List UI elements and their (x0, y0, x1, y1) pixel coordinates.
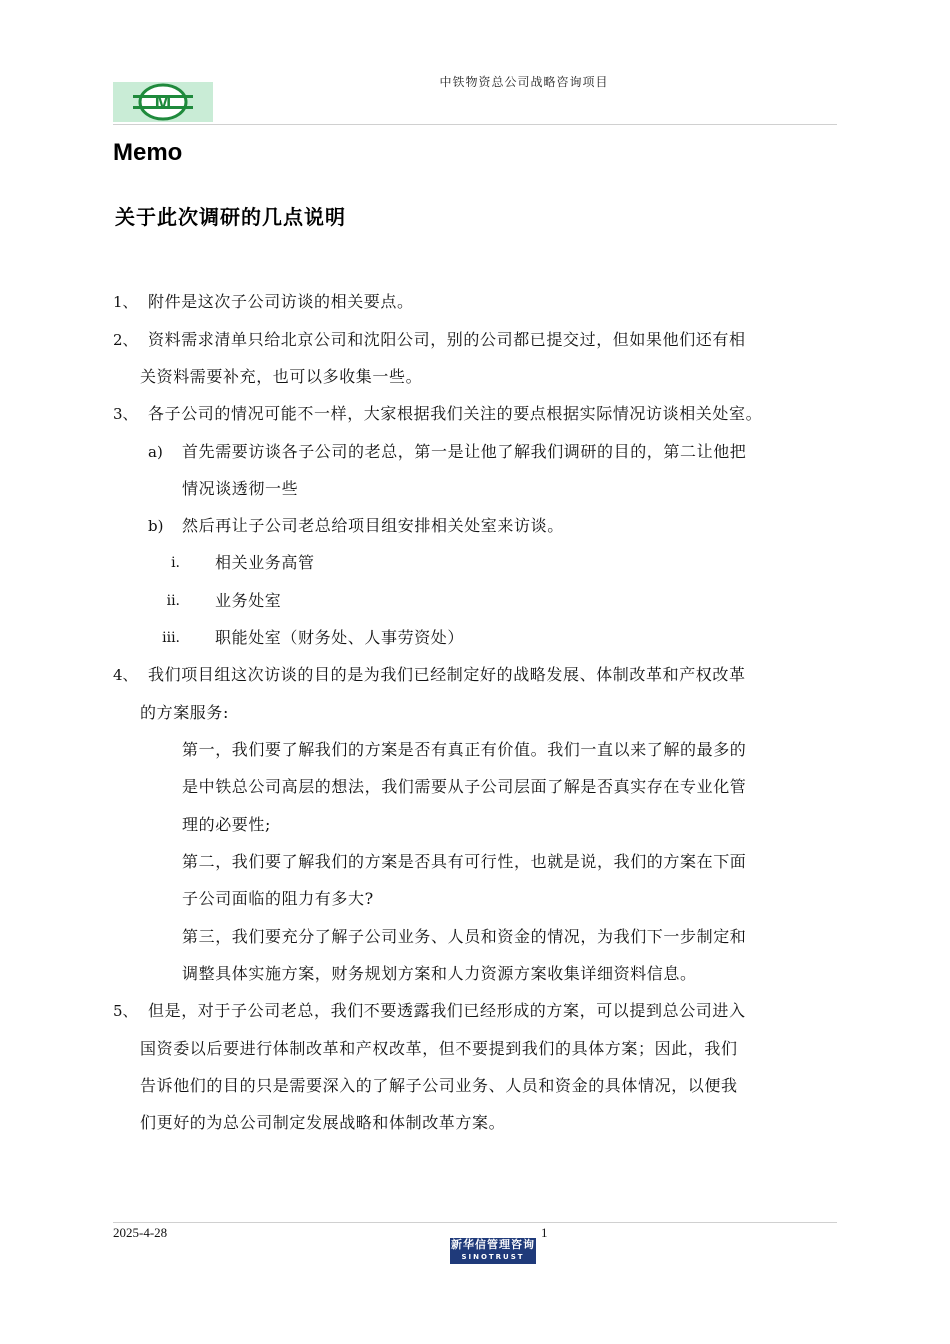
list-item-text: 关资料需要补充，也可以多收集一些。 (140, 367, 423, 386)
sub-item-text: 然后再让子公司老总给项目组安排相关处室来访谈。 (182, 516, 564, 535)
paragraph-text: 是中铁总公司高层的想法，我们需要从子公司层面了解是否真实存在专业化管 (182, 777, 747, 796)
roman-item-text: 业务处室 (215, 591, 282, 610)
paragraph-text: 调整具体实施方案，财务规划方案和人力资源方案收集详细资料信息。 (182, 964, 697, 983)
logo-letter: M (154, 92, 172, 114)
sub-item-text: 首先需要访谈各子公司的老总，第一是让他了解我们调研的目的，第二让他把 (182, 442, 747, 461)
sinotrust-logo-en: SINOTRUST (461, 1253, 525, 1261)
roman-label: i. (171, 555, 180, 571)
footer-divider (113, 1222, 837, 1223)
sinotrust-logo (450, 1238, 536, 1264)
page-number: 1 (541, 1225, 548, 1240)
list-item-text: 告诉他们的目的只是需要深入的了解子公司业务、人员和资金的具体情况，以便我 (140, 1076, 738, 1095)
roman-item-text: 职能处室（财务处、人事劳资处） (215, 628, 465, 647)
paragraph-text: 理的必要性; (182, 815, 271, 834)
sinotrust-logo-cn: 新华信管理咨询 (451, 1238, 535, 1251)
header-title: 中铁物资总公司战略咨询项目 (439, 75, 609, 89)
item-number: 4、 (113, 666, 138, 684)
paragraph-text: 第一，我们要了解我们的方案是否有真正有价值。我们一直以来了解的最多的 (182, 740, 747, 759)
item-number: 5、 (113, 1002, 138, 1020)
memo-subject: 关于此次调研的几点说明 (115, 205, 346, 229)
list-item-text: 们更好的为总公司制定发展战略和体制改革方案。 (140, 1113, 506, 1132)
sub-item-text: 情况谈透彻一些 (182, 479, 299, 498)
item-number: 3、 (113, 405, 138, 423)
list-item-text: 附件是这次子公司访谈的相关要点。 (148, 292, 414, 311)
list-item-text: 各子公司的情况可能不一样，大家根据我们关注的要点根据实际情况访谈相关处室。 (148, 404, 763, 423)
paragraph-text: 第二，我们要了解我们的方案是否具有可行性，也就是说，我们的方案在下面 (182, 852, 747, 871)
list-item-text: 我们项目组这次访谈的目的是为我们已经制定好的战略发展、体制改革和产权改革 (148, 665, 746, 684)
item-number: 1、 (113, 293, 138, 311)
paragraph-text: 第三，我们要充分了解子公司业务、人员和资金的情况，为我们下一步制定和 (182, 927, 747, 946)
list-item-text: 国资委以后要进行体制改革和产权改革，但不要提到我们的具体方案；因此，我们 (140, 1039, 738, 1058)
sub-item-label: b) (148, 517, 164, 535)
footer-date: 2025-4-28 (113, 1225, 168, 1240)
item-number: 2、 (113, 331, 138, 349)
roman-label: iii. (162, 630, 180, 646)
memo-label: Memo (113, 139, 183, 166)
list-item-text: 但是，对于子公司老总，我们不要透露我们已经形成的方案，可以提到总公司进入 (148, 1001, 746, 1020)
roman-item-text: 相关业务高管 (215, 553, 315, 572)
paragraph-text: 子公司面临的阻力有多大? (182, 889, 374, 908)
header-divider (113, 124, 837, 125)
sub-item-label: a) (148, 443, 163, 461)
list-item-text: 的方案服务: (140, 703, 229, 722)
list-item-text: 资料需求清单只给北京公司和沈阳公司，别的公司都已提交过，但如果他们还有相 (148, 330, 746, 349)
roman-label: ii. (166, 593, 180, 609)
